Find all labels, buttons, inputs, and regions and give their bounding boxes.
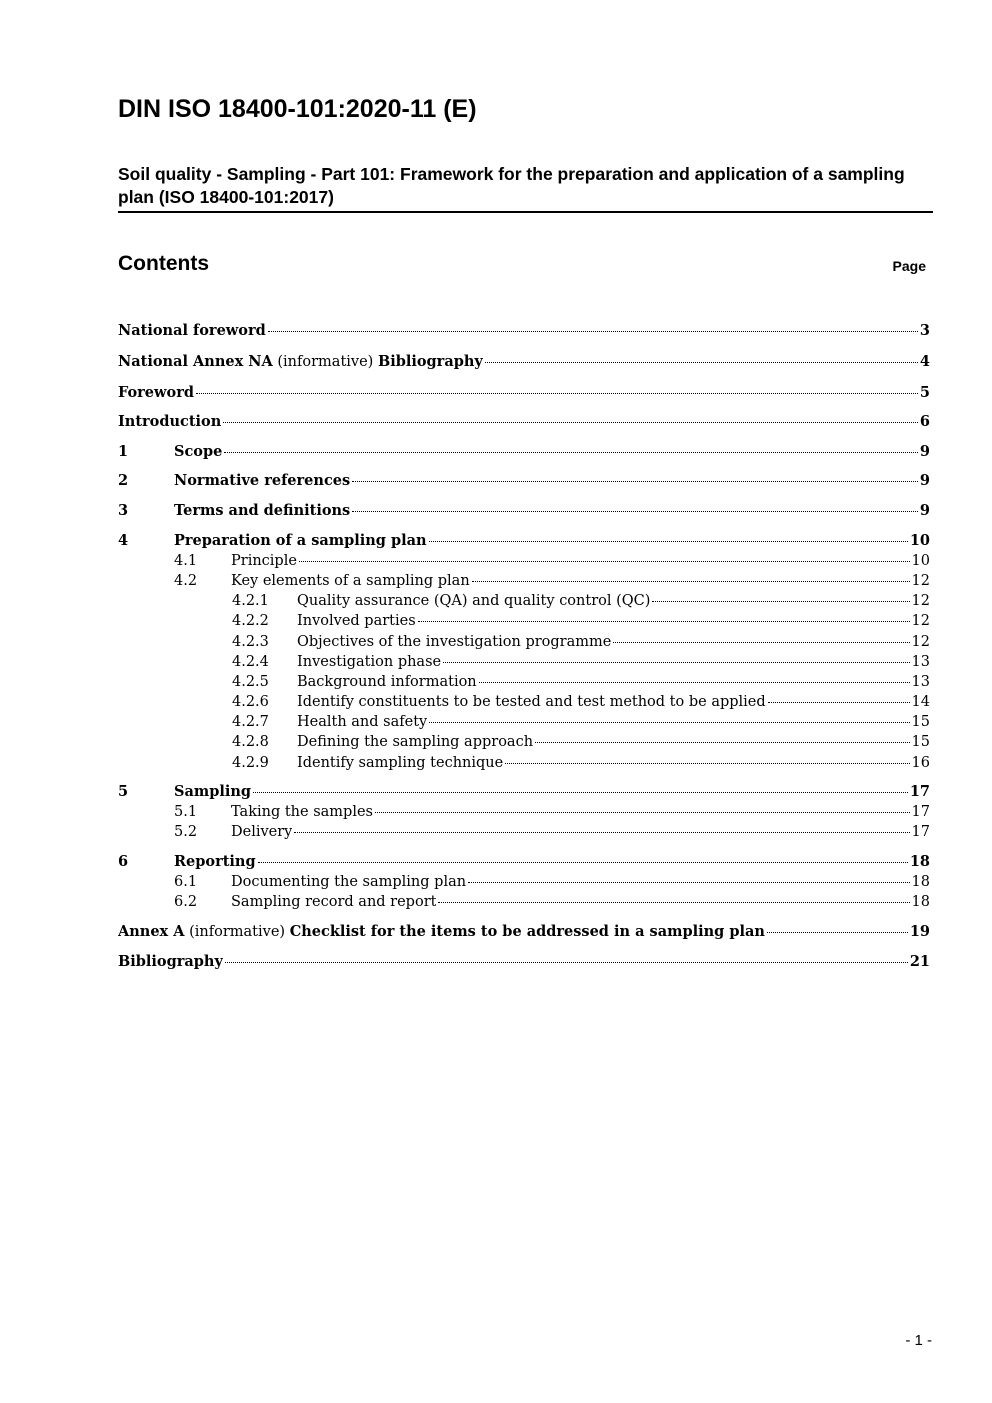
toc-entry-documenting-plan[interactable] — [174, 872, 930, 892]
toc-entry-sampling-record[interactable] — [174, 892, 930, 912]
toc-entry-principle[interactable] — [174, 551, 930, 571]
toc-page: 14 — [911, 694, 930, 710]
dot-leader — [196, 393, 918, 394]
toc-page: 9 — [919, 472, 930, 489]
toc-page: 12 — [911, 573, 930, 589]
dot-leader — [429, 541, 908, 542]
dot-leader — [438, 902, 909, 903]
toc-number: 4.2.7 — [232, 714, 269, 730]
toc-entry-key-elements[interactable] — [174, 571, 930, 591]
toc-number: 5.2 — [174, 824, 198, 840]
toc-number: 4.2.2 — [232, 613, 269, 629]
dot-leader — [479, 682, 910, 683]
contents-heading: Contents — [118, 252, 209, 275]
toc-number: 4.2.9 — [232, 755, 269, 771]
dot-leader — [613, 642, 909, 643]
toc-label: National foreword — [118, 322, 266, 339]
toc-number: 4.1 — [174, 553, 198, 569]
toc-entry-sampling-approach[interactable] — [232, 732, 930, 752]
toc-page: 17 — [911, 824, 930, 840]
toc-page: 13 — [911, 654, 930, 670]
toc-number: 4.2.4 — [232, 654, 269, 670]
toc-label: Identify constituents to be tested and test method to be applied — [297, 694, 766, 710]
toc-label: Normative references — [174, 472, 351, 489]
toc-label: Defining the sampling approach — [297, 734, 534, 750]
toc-entry-investigation-phase[interactable] — [232, 652, 930, 672]
toc-page: 19 — [909, 923, 930, 940]
toc-page: 15 — [911, 714, 930, 730]
toc-label: Scope — [174, 443, 223, 460]
toc-label: Bibliography — [118, 953, 223, 970]
toc-page: 10 — [911, 553, 930, 569]
page-number: - 1 - — [905, 1332, 932, 1349]
dot-leader — [468, 882, 909, 883]
toc-number: 2 — [118, 472, 129, 489]
toc-number: 5.1 — [174, 804, 198, 820]
toc-label-part: National Annex NA — [118, 353, 273, 370]
toc-number: 6.1 — [174, 874, 198, 890]
dot-leader — [223, 422, 918, 423]
dot-leader — [258, 862, 908, 863]
toc-page: 12 — [911, 613, 930, 629]
toc-number: 4.2.5 — [232, 674, 269, 690]
toc-entry-taking-samples[interactable] — [174, 802, 930, 822]
dot-leader — [485, 362, 918, 363]
toc-page: 15 — [911, 734, 930, 750]
toc-entry-foreword[interactable] — [118, 383, 930, 403]
toc-label: Reporting — [174, 853, 256, 870]
toc-entry-national-foreword[interactable] — [118, 321, 930, 341]
toc-number: 6 — [118, 853, 129, 870]
toc-page: 21 — [909, 953, 930, 970]
dot-leader — [299, 561, 910, 562]
toc-page: 4 — [919, 353, 930, 370]
toc-label: Objectives of the investigation programme — [297, 634, 612, 650]
toc-page: 17 — [909, 783, 930, 800]
page-column-heading: Page — [892, 258, 926, 274]
toc-number: 1 — [118, 443, 129, 460]
toc-entry-sampling[interactable] — [118, 782, 930, 802]
toc-entry-background-information[interactable] — [232, 672, 930, 692]
toc-page: 9 — [919, 443, 930, 460]
dot-leader — [294, 832, 909, 833]
toc-label: Health and safety — [297, 714, 428, 730]
toc-label: Taking the samples — [231, 804, 373, 820]
toc-label: Foreword — [118, 384, 194, 401]
dot-leader — [443, 662, 909, 663]
toc-entry-delivery[interactable] — [174, 822, 930, 842]
toc-page: 9 — [919, 502, 930, 519]
dot-leader — [253, 792, 908, 793]
toc-number: 4.2.6 — [232, 694, 269, 710]
toc-entry-qa-qc[interactable] — [232, 591, 930, 611]
dot-leader — [268, 331, 918, 332]
toc-label: Identify sampling technique — [297, 755, 504, 771]
toc-number: 4.2.1 — [232, 593, 269, 609]
toc-entry-reporting[interactable] — [118, 852, 930, 872]
toc-page: 12 — [911, 593, 930, 609]
document-id: DIN ISO 18400-101:2020-11 (E) — [118, 95, 477, 123]
toc-page: 18 — [909, 853, 930, 870]
toc-entry-objectives[interactable] — [232, 632, 930, 652]
toc-page: 3 — [919, 322, 930, 339]
document-title: Soil quality - Sampling - Part 101: Framework for the preparation and application of a sampling plan (ISO 18400-101:2017) — [118, 163, 933, 213]
toc-entry-sampling-technique[interactable] — [232, 753, 930, 773]
dot-leader — [224, 452, 918, 453]
toc-number: 3 — [118, 502, 129, 519]
toc-label: Background information — [297, 674, 477, 690]
toc-entry-preparation[interactable] — [118, 531, 930, 551]
dot-leader — [652, 601, 909, 602]
toc-label — [118, 922, 765, 942]
toc-label: Terms and definitions — [174, 502, 351, 519]
toc-label: Sampling — [174, 783, 252, 800]
toc-number: 6.2 — [174, 894, 198, 910]
toc-entry-scope[interactable] — [118, 442, 930, 462]
dot-leader — [767, 932, 908, 933]
toc-number: 5 — [118, 783, 129, 800]
toc-entry-health-safety[interactable] — [232, 712, 930, 732]
dot-leader — [352, 481, 918, 482]
toc-entry-introduction[interactable] — [118, 412, 930, 432]
toc-entry-normative-references[interactable] — [118, 471, 930, 491]
toc-label: Investigation phase — [297, 654, 442, 670]
toc-label: Delivery — [231, 824, 293, 840]
toc-label: Key elements of a sampling plan — [231, 573, 470, 589]
toc-entry-national-annex[interactable] — [118, 352, 930, 372]
toc-label-part: (informative) — [184, 924, 290, 940]
toc-label: Preparation of a sampling plan — [174, 532, 427, 549]
toc-label: Documenting the sampling plan — [231, 874, 467, 890]
toc-label: Principle — [231, 553, 297, 569]
toc-page: 18 — [911, 874, 930, 890]
dot-leader — [505, 763, 909, 764]
toc-page: 5 — [919, 384, 930, 401]
toc-page: 12 — [911, 634, 930, 650]
toc-label: Involved parties — [297, 613, 416, 629]
dot-leader — [472, 581, 910, 582]
toc-page: 13 — [911, 674, 930, 690]
dot-leader — [535, 742, 910, 743]
dot-leader — [375, 812, 910, 813]
toc-entry-bibliography[interactable] — [118, 952, 930, 972]
toc-label: Sampling record and report — [231, 894, 437, 910]
dot-leader — [352, 511, 918, 512]
toc-number: 4.2.8 — [232, 734, 269, 750]
toc-entry-terms-definitions[interactable] — [118, 501, 930, 521]
toc-entry-identify-constituents[interactable] — [232, 692, 930, 712]
toc-label-part: Bibliography — [377, 353, 483, 370]
dot-leader — [418, 621, 910, 622]
toc-number: 4.2.3 — [232, 634, 269, 650]
toc-label-part: (informative) — [272, 354, 378, 370]
toc-entry-annex-a[interactable] — [118, 922, 930, 942]
toc-page: 16 — [911, 755, 930, 771]
toc-number: 4 — [118, 532, 129, 549]
toc-number: 4.2 — [174, 573, 198, 589]
toc-label: Introduction — [118, 413, 222, 430]
dot-leader — [429, 722, 909, 723]
toc-label — [118, 352, 483, 372]
dot-leader — [225, 962, 908, 963]
toc-label-part: Checklist for the items to be addressed in a sampling plan — [289, 923, 765, 940]
toc-label-part: Annex A — [118, 923, 185, 940]
toc-page: 6 — [919, 413, 930, 430]
toc-entry-involved-parties[interactable] — [232, 611, 930, 631]
toc-label: Quality assurance (QA) and quality control (QC) — [297, 593, 651, 609]
dot-leader — [768, 702, 910, 703]
toc-page: 18 — [911, 894, 930, 910]
toc-page: 10 — [909, 532, 930, 549]
toc-page: 17 — [911, 804, 930, 820]
